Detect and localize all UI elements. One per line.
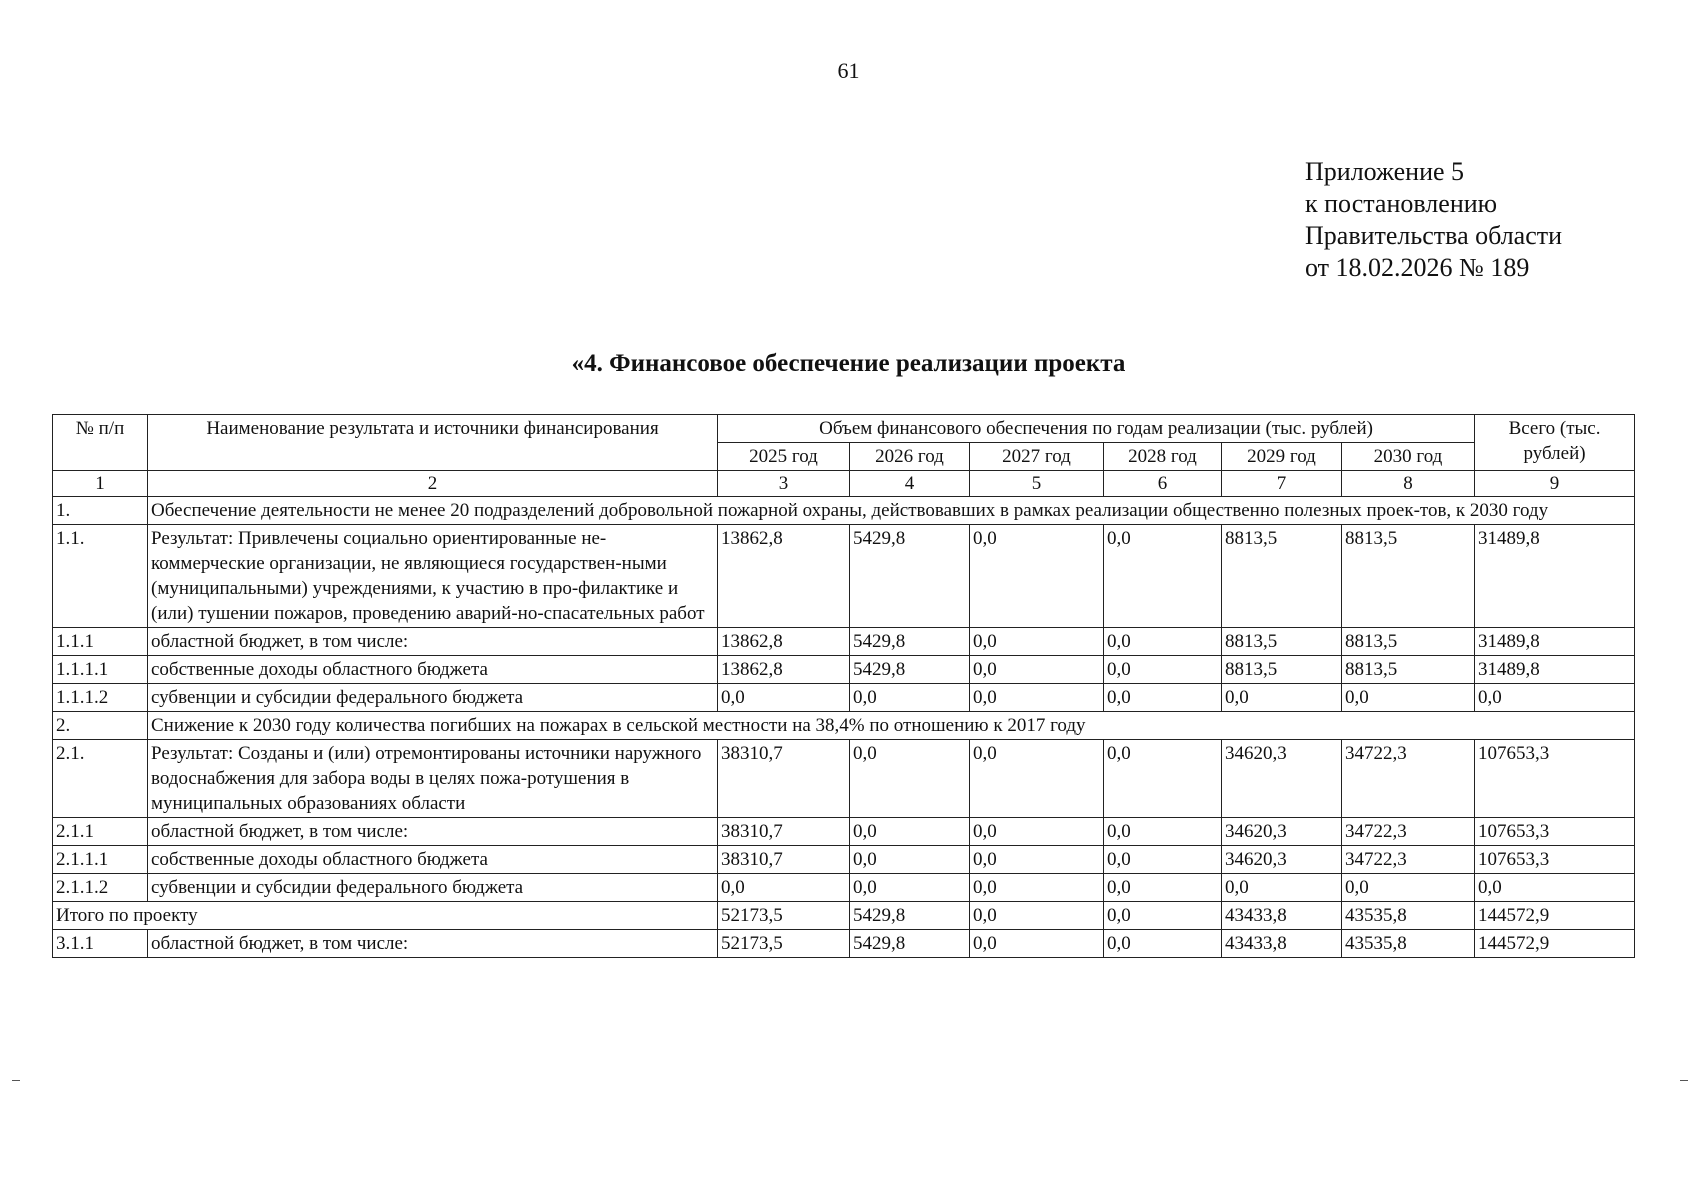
value-cell: 5429,8 <box>850 628 970 656</box>
column-number: 9 <box>1475 471 1635 497</box>
value-cell: 107653,3 <box>1475 846 1635 874</box>
value-cell: 8813,5 <box>1222 525 1342 628</box>
table-row <box>53 846 1635 874</box>
value-cell: 0,0 <box>1104 525 1222 628</box>
value-cell: 8813,5 <box>1222 628 1342 656</box>
table-row <box>53 874 1635 902</box>
column-number: 7 <box>1222 471 1342 497</box>
value-cell: 5429,8 <box>850 656 970 684</box>
section-goal-text: Обеспечение деятельности не менее 20 подразделений добровольной пожарной охраны, действовавших в рамках реализации общественно полезных проек-тов, к 2030 году <box>148 497 1635 525</box>
table-row <box>53 656 1635 684</box>
margin-mark <box>1680 1080 1688 1081</box>
value-cell: 38310,7 <box>718 740 850 818</box>
value-cell: 144572,9 <box>1475 930 1635 958</box>
value-cell: 0,0 <box>970 525 1104 628</box>
value-cell: 0,0 <box>970 846 1104 874</box>
value-cell: 0,0 <box>1104 818 1222 846</box>
row-number: 3.1.1 <box>53 930 148 958</box>
value-cell: 0,0 <box>1104 656 1222 684</box>
table-body <box>53 497 1635 958</box>
table-row <box>53 930 1635 958</box>
value-cell: 38310,7 <box>718 846 850 874</box>
value-cell: 31489,8 <box>1475 656 1635 684</box>
value-cell: 0,0 <box>1222 874 1342 902</box>
row-name: областной бюджет, в том числе: <box>148 930 718 958</box>
value-cell: 43433,8 <box>1222 930 1342 958</box>
row-number: 1.1. <box>53 525 148 628</box>
value-cell: 144572,9 <box>1475 902 1635 930</box>
row-name: собственные доходы областного бюджета <box>148 656 718 684</box>
row-number: 1. <box>53 497 148 525</box>
column-numbers-row <box>53 471 1635 497</box>
row-number: 1.1.1 <box>53 628 148 656</box>
appendix-line: Правительства области <box>1305 221 1563 250</box>
value-cell: 8813,5 <box>1222 656 1342 684</box>
value-cell: 43535,8 <box>1342 902 1475 930</box>
value-cell: 5429,8 <box>850 525 970 628</box>
value-cell: 34620,3 <box>1222 740 1342 818</box>
row-name: Результат: Привлечены социально ориентированные не-коммерческие организации, не являющиеся государствен-ными (муниципальными) учреждениями, к участию в про-филактике и (или) тушении пожаров, проведению аварий-но-спасательных работ <box>148 525 718 628</box>
value-cell: 0,0 <box>970 628 1104 656</box>
value-cell: 0,0 <box>970 902 1104 930</box>
value-cell: 0,0 <box>1104 684 1222 712</box>
value-cell: 52173,5 <box>718 930 850 958</box>
row-number: 2.1.1.1 <box>53 846 148 874</box>
value-cell: 0,0 <box>970 874 1104 902</box>
financing-table-wrapper <box>52 414 1634 958</box>
column-number: 2 <box>148 471 718 497</box>
value-cell: 0,0 <box>1222 684 1342 712</box>
document-title: «4. Финансовое обеспечение реализации проекта <box>571 350 1126 377</box>
appendix-line: Приложение 5 <box>1305 157 1465 186</box>
row-name: субвенции и субсидии федерального бюджета <box>148 684 718 712</box>
row-number: 2.1.1 <box>53 818 148 846</box>
row-number: 2.1.1.2 <box>53 874 148 902</box>
column-number: 4 <box>850 471 970 497</box>
appendix-block <box>1305 156 1562 284</box>
table-row <box>53 818 1635 846</box>
value-cell: 34722,3 <box>1342 740 1475 818</box>
value-cell: 43535,8 <box>1342 930 1475 958</box>
column-number: 3 <box>718 471 850 497</box>
header-num: № п/п <box>53 415 148 471</box>
row-name: областной бюджет, в том числе: <box>148 628 718 656</box>
value-cell: 43433,8 <box>1222 902 1342 930</box>
value-cell: 0,0 <box>1475 874 1635 902</box>
header-year: 2030 год <box>1342 443 1475 471</box>
value-cell: 5429,8 <box>850 930 970 958</box>
value-cell: 13862,8 <box>718 656 850 684</box>
value-cell: 0,0 <box>1104 874 1222 902</box>
value-cell: 38310,7 <box>718 818 850 846</box>
value-cell: 0,0 <box>850 818 970 846</box>
header-year: 2025 год <box>718 443 850 471</box>
value-cell: 31489,8 <box>1475 525 1635 628</box>
header-volume: Объем финансового обеспечения по годам реализации (тыс. рублей) <box>718 415 1475 443</box>
table-row <box>53 712 1635 740</box>
header-year: 2026 год <box>850 443 970 471</box>
value-cell: 107653,3 <box>1475 740 1635 818</box>
page-number: 61 <box>837 58 860 83</box>
total-label: Итого по проекту <box>53 902 718 930</box>
value-cell: 8813,5 <box>1342 656 1475 684</box>
row-number: 2.1. <box>53 740 148 818</box>
value-cell: 0,0 <box>1104 628 1222 656</box>
row-number: 1.1.1.2 <box>53 684 148 712</box>
value-cell: 0,0 <box>970 656 1104 684</box>
table-row <box>53 902 1635 930</box>
value-cell: 13862,8 <box>718 628 850 656</box>
value-cell: 0,0 <box>718 684 850 712</box>
value-cell: 34722,3 <box>1342 818 1475 846</box>
value-cell: 5429,8 <box>850 902 970 930</box>
row-name: Результат: Созданы и (или) отремонтированы источники наружного водоснабжения для забора воды в целях пожа-ротушения в муниципальных образованиях области <box>148 740 718 818</box>
row-name: собственные доходы областного бюджета <box>148 846 718 874</box>
value-cell: 0,0 <box>1104 846 1222 874</box>
appendix-line: от 18.02.2026 № 189 <box>1305 253 1530 282</box>
table-row <box>53 684 1635 712</box>
value-cell: 13862,8 <box>718 525 850 628</box>
margin-mark <box>12 1080 20 1081</box>
header-total: Всего (тыс. рублей) <box>1475 415 1635 471</box>
row-number: 1.1.1.1 <box>53 656 148 684</box>
column-number: 5 <box>970 471 1104 497</box>
value-cell: 0,0 <box>970 930 1104 958</box>
row-name: субвенции и субсидии федерального бюджета <box>148 874 718 902</box>
row-number: 2. <box>53 712 148 740</box>
value-cell: 0,0 <box>1104 740 1222 818</box>
value-cell: 0,0 <box>970 740 1104 818</box>
header-year: 2027 год <box>970 443 1104 471</box>
value-cell: 8813,5 <box>1342 628 1475 656</box>
table-row <box>53 525 1635 628</box>
column-number: 8 <box>1342 471 1475 497</box>
header-year: 2028 год <box>1104 443 1222 471</box>
financing-table <box>52 414 1635 958</box>
value-cell: 0,0 <box>1104 930 1222 958</box>
header-name: Наименование результата и источники финансирования <box>148 415 718 471</box>
appendix-line: к постановлению <box>1305 189 1498 218</box>
value-cell: 52173,5 <box>718 902 850 930</box>
value-cell: 0,0 <box>718 874 850 902</box>
table-row <box>53 740 1635 818</box>
row-name: областной бюджет, в том числе: <box>148 818 718 846</box>
value-cell: 0,0 <box>970 818 1104 846</box>
header-year: 2029 год <box>1222 443 1342 471</box>
value-cell: 107653,3 <box>1475 818 1635 846</box>
column-number: 1 <box>53 471 148 497</box>
value-cell: 8813,5 <box>1342 525 1475 628</box>
column-number: 6 <box>1104 471 1222 497</box>
value-cell: 34722,3 <box>1342 846 1475 874</box>
section-goal-text: Снижение к 2030 году количества погибших на пожарах в сельской местности на 38,4% по отношению к 2017 году <box>148 712 1635 740</box>
value-cell: 0,0 <box>1475 684 1635 712</box>
value-cell: 34620,3 <box>1222 846 1342 874</box>
table-row <box>53 497 1635 525</box>
value-cell: 34620,3 <box>1222 818 1342 846</box>
value-cell: 0,0 <box>970 684 1104 712</box>
value-cell: 0,0 <box>850 874 970 902</box>
value-cell: 31489,8 <box>1475 628 1635 656</box>
value-cell: 0,0 <box>1342 874 1475 902</box>
value-cell: 0,0 <box>850 846 970 874</box>
value-cell: 0,0 <box>850 740 970 818</box>
value-cell: 0,0 <box>1104 902 1222 930</box>
table-row <box>53 628 1635 656</box>
value-cell: 0,0 <box>850 684 970 712</box>
value-cell: 0,0 <box>1342 684 1475 712</box>
